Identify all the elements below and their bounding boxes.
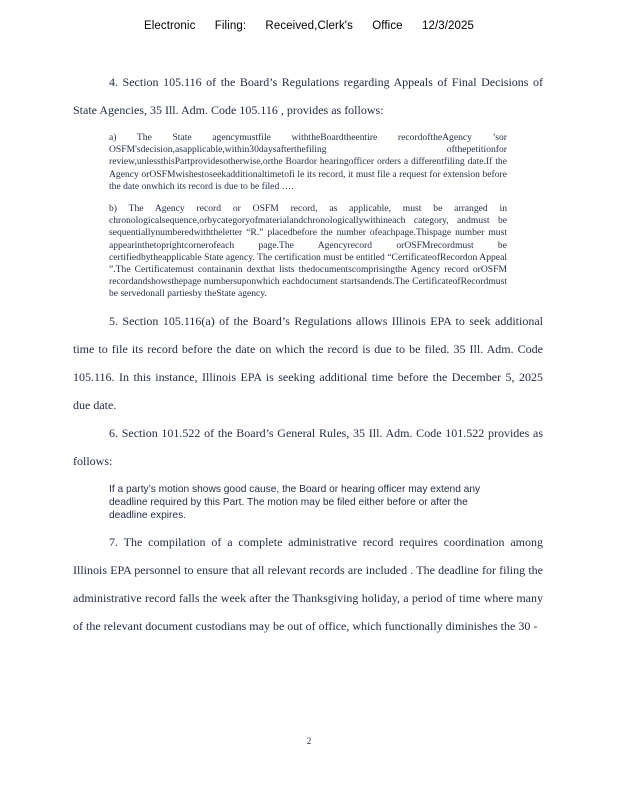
header-electronic: Electronic: [143, 20, 196, 32]
document-body: [73, 68, 543, 640]
filing-header: [0, 20, 618, 32]
header-received-clerks: Received,Clerk's: [265, 20, 353, 32]
quote-105-116-a: a) The State agencymustfile withtheBoardtheentire recordoftheAgency ’sor OSFM'sdecision,asapplicable,within30daysafterthefiling ofthepetitionfor review,unlessthisPartprovidesotherwise,orthe Boardor hearingofficer orders a differentfiling date.If the Agency orOSFMwishestoseekadditionaltimetofi le its record, it must file a request for extension before the date onwhich its record is due to be filed ….: [109, 132, 507, 192]
header-date: 12/3/2025: [421, 20, 475, 32]
paragraph-4: 4. Section 105.116 of the Board’s Regulations regarding Appeals of Final Decisions of State Agencies, 35 Ill. Adm. Code 105.116 , provides as follows:: [73, 75, 543, 117]
header-office: Office: [372, 20, 403, 32]
header-filing: Filing:: [214, 20, 247, 32]
page-number: 2: [306, 736, 312, 746]
quote-105-116-b: b) The Agency record or OSFM record, as applicable, must be arranged in chronologicalsequence,orbycategoryofmaterialandchronologicallywithineach category, andmust be sequentiallynumberedwiththeletter “R.” placedbefore the number ofeachpage.Thispage number must appearinthetoprightcornerofeach page.The Agencyrecord orOSFMrecordmust be certifiedbytheapplicable State agency. The certification must be entitled “CertificateofRecordon Appeal ”.The Certificatemust containanin dexthat lists thedocumentscomprisingthe Agency record orOSFM recordandshowsthepage numbersuponwhich eachdocument startsandends.The CertificateofRecordmust be servedonall partiesby theState agency.: [109, 203, 507, 300]
quote-101-522: If a party’s motion shows good cause, the Board or hearing officer may extend any deadline required by this Part. The motion may be filed either before or after the deadline expires.: [109, 483, 481, 522]
paragraph-5: 5. Section 105.116(a) of the Board’s Regulations allows Illinois EPA to seek additional time to file its record before the date on which the record is due to be filed. 35 Ill. Adm. Code 105.116. In this instance, Illinois EPA is seeking additional time before the December 5, 2025 due date.: [73, 313, 543, 412]
paragraph-7: 7. The compilation of a complete administrative record requires coordination among Illinois EPA personnel to ensure that all relevant records are included . The deadline for filing the administrative record falls the week after the Thanksgiving holiday, a period of time where many of the relevant document custodians may be out of office, which functionally diminishes the 30 -: [73, 535, 543, 634]
paragraph-6: 6. Section 101.522 of the Board’s General Rules, 35 Ill. Adm. Code 101.522 provides as follows:: [73, 425, 543, 468]
